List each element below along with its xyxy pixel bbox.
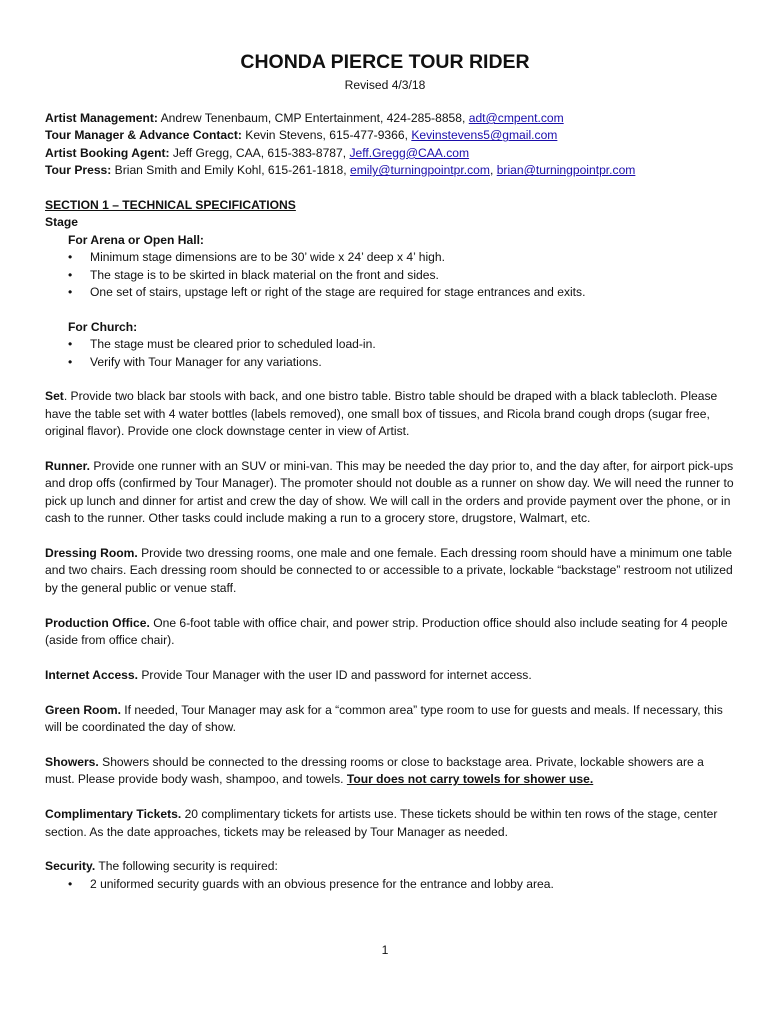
contact-tour-manager: Tour Manager & Advance Contact: Kevin Stevens, 615-477-9366, Kevinstevens5@gmail.com [45,128,558,143]
page-number: 1 [381,943,389,957]
security-paragraph: Security. The following security is required: [45,859,278,874]
church-heading: For Church: [68,319,138,334]
list-item: • Verify with Tour Manager for any variations. [45,354,735,371]
security-list [45,876,735,893]
contact-booking-agent: Artist Booking Agent: Jeff Gregg, CAA, 615-383-8787, Jeff.Gregg@CAA.com [45,145,470,160]
page-title: CHONDA PIERCE TOUR RIDER [240,51,530,73]
list-item: • 2 uniformed security guards with an obvious presence for the entrance and lobby area. [45,876,735,893]
arena-heading: For Arena or Open Hall: [68,232,204,247]
list-item: • Minimum stage dimensions are to be 30’ wide x 24’ deep x 4’ high. [45,249,735,266]
list-item: • The stage is to be skirted in black material on the front and sides. [45,267,735,284]
list-item: • The stage must be cleared prior to scheduled load-in. [45,336,735,353]
dressing-room-paragraph: Dressing Room. Provide two dressing rooms, one male and one female. Each dressing room should have a minimum one table and two chairs. Each dressing room should be connected to or accessible to a private, lockable “backstage” restroom not utilized by the general public or venue staff. [45,546,733,595]
production-office-paragraph: Production Office. One 6-foot table with office chair, and power strip. Production office should also include seating for 4 people (aside from office chair). [45,615,728,648]
contact-tour-press: Tour Press: Brian Smith and Emily Kohl, 615-261-1818, emily@turningpointpr.com, brian@turningpointpr.com [45,163,636,178]
contact-artist-management: Artist Management: Andrew Tenenbaum, CMP Entertainment, 424-285-8858, adt@cmpent.com [45,111,564,125]
complimentary-tickets-paragraph: Complimentary Tickets. 20 complimentary tickets for artists use. These tickets should be within ten rows of the stage, center section. As the date approaches, tickets may be released by Tour Manager as needed. [45,807,718,839]
towel-notice: Tour does not carry towels for shower use. [346,772,594,787]
revision-date: Revised 4/3/18 [344,78,426,92]
email-link[interactable]: emily@turningpointpr.com [349,163,490,178]
green-room-paragraph: Green Room. If needed, Tour Manager may ask for a “common area” type room to use for guests and meals. If necessary, this will be coordinated the day of show. [45,702,723,735]
stage-label: Stage [45,215,78,230]
email-link[interactable]: Jeff.Gregg@CAA.com [349,145,470,160]
email-link[interactable]: adt@cmpent.com [468,111,564,125]
showers-paragraph: Showers. Showers should be connected to the dressing rooms or close to backstage area. Private, lockable showers are a must. Please provide body wash, shampoo, and towels. Tour does not carry towels for shower use. [45,754,704,787]
email-link[interactable]: brian@turningpointpr.com [496,163,636,178]
internet-access-paragraph: Internet Access. Provide Tour Manager with the user ID and password for internet access. [45,667,532,682]
list-item: • One set of stairs, upstage left or right of the stage are required for stage entrances and exits. [45,284,735,301]
email-link[interactable]: Kevinstevens5@gmail.com [411,128,558,143]
section-heading: SECTION 1 – TECHNICAL SPECIFICATIONS [45,198,296,213]
document-body [45,110,735,893]
church-list [45,336,735,371]
runner-paragraph: Runner. Provide one runner with an SUV or mini-van. This may be needed the day prior to, and the day after, for airport pick-ups and drop offs (confirmed by Tour Manager). The promoter should not double as a runner on show day. We will need the runner to pick up lunch and dinner for artist and crew the day of show. We will call in the orders and provide payment over the phone, or in cash to the runner. Other tasks could include making a run to a grocery store, drugstore, Walmart, etc. [45,459,734,526]
arena-list [45,249,735,301]
set-paragraph: Set. Provide two black bar stools with back, and one bistro table. Bistro table should be draped with a black tablecloth. Please have the table set with 4 water bottles (labels removed), one small box of tissues, and Ricola brand cough drops (sugar free, original flavor). Provide one clock downstage center in view of Artist. [45,389,718,439]
